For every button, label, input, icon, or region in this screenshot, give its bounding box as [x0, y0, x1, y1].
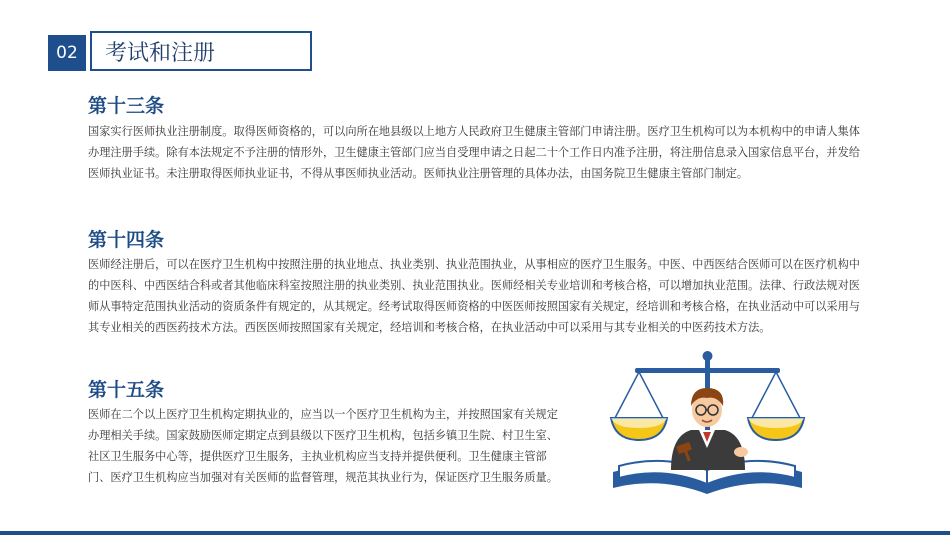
article-15 [88, 378, 563, 488]
article-15-title: 第十五条 [88, 379, 165, 401]
article-14-body: 医师经注册后，可以在医疗卫生机构中按照注册的执业地点、执业类别、执业范围执业，从事相应的医疗卫生服务。中医、中西医结合医师可以在医疗机构中的中医科、中西医结合科或者其他临床科室按照注册的执业类别、执业范围执业。医师经相关专业培训和考核合格，可以增加执业范围。法律、行政法规对医师从事特定范围执业活动的资质条件有规定的，从其规定。经考试取得医师资格的中医医师按照国家有关规定，经培训和考核合格，在执业活动中可以采用与其专业相关的西医药技术方法。西医医师按照国家有关规定，经培训和考核合格，在执业活动中可以采用与其专业相关的中医药技术方法。 [88, 258, 860, 334]
article-14-title: 第十四条 [88, 229, 165, 251]
article-13 [88, 94, 863, 184]
bottom-accent-bar [0, 531, 950, 535]
article-14 [88, 228, 863, 338]
article-15-body: 医师在二个以上医疗卫生机构定期执业的，应当以一个医疗卫生机构为主，并按照国家有关规定办理相关手续。国家鼓励医师定期定点到县级以下医疗卫生机构，包括乡镇卫生院、村卫生室、社区卫生服务中心等，提供医疗卫生服务，主执业机构应当支持并提供便利。卫生健康主管部门、医疗卫生机构应当加强对有关医师的监督管理，规范其执业行为，保证医疗卫生服务质量。 [88, 408, 558, 484]
scales-of-justice-icon [605, 348, 810, 500]
page-title: 考试和注册 [90, 31, 312, 71]
section-number-badge: 02 [48, 35, 86, 71]
article-13-title: 第十三条 [88, 95, 165, 117]
judge-scales-illustration [605, 348, 810, 500]
article-13-body: 国家实行医师执业注册制度。取得医师资格的，可以向所在地县级以上地方人民政府卫生健康主管部门申请注册。医疗卫生机构可以为本机构中的申请人集体办理注册手续。除有本法规定不予注册的情形外，卫生健康主管部门应当自受理申请之日起二十个工作日内准予注册，将注册信息录入国家信息平台，并发给医师执业证书。未注册取得医师执业证书，不得从事医师执业活动。医师执业注册管理的具体办法，由国务院卫生健康主管部门制定。 [88, 125, 860, 180]
